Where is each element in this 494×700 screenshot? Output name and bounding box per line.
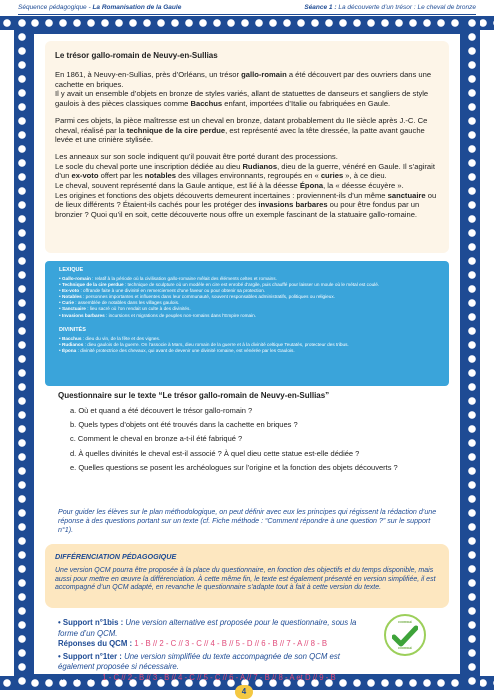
header-right-title: La découverte d’un trésor : Le cheval de bronze: [338, 4, 476, 11]
lexique-box: [45, 261, 449, 386]
lexique-title: LEXIQUE: [59, 267, 84, 273]
lexique-term: • Invasions barbares: [59, 312, 105, 318]
support-1bis-desc: Une version alternative est proposée pour le questionnaire, sous la forme d’un QCM.: [58, 618, 357, 638]
badge-bottom-text: CORRIGÉ: [397, 646, 412, 650]
header-left-prefix: Séquence pédagogique -: [18, 4, 93, 11]
lexique-definition: : personnes importantes et influentes dans leur communauté, souvent responsables administratifs, politiques ou religieux.: [81, 294, 336, 300]
supports-section: [58, 618, 358, 685]
divinites-title: DIVINITÉS: [59, 326, 86, 333]
text-box: [45, 41, 449, 253]
differenciation-box: [45, 544, 449, 608]
lexique-term: • Technique de la cire perdue: [59, 282, 124, 288]
questionnaire-title: Questionnaire sur le texte “Le trésor gallo-romain de Neuvy-en-Sullias”: [58, 391, 330, 400]
lexique-item: [59, 313, 441, 319]
checkmark-icon: [392, 625, 418, 647]
badge-top-text: CORRIGÉ: [397, 620, 412, 624]
differenciation-text: Une version QCM pourra être proposée à la place du questionnaire, en fonction des objectifs et du temps disponible, mais aussi pour mettre en œuvre la différenciation. À cette même fin, le texte est également présenté en version simplifiée, il est accompagné d’un QCM adapté, en revanche le questionnaire s’adapte tout à fait à cette version du texte.: [55, 567, 436, 592]
support-1bis-answers: 1 - B // 2 - C // 3 - C // 4 - B // 5 - D // 6 - B // 7 - A // 8 - B: [134, 639, 328, 648]
support-1bis-answers-label: Réponses du QCM :: [58, 639, 135, 648]
question-b: b. Quels types d’objets ont été trouvés dans la cachette en briques ?: [70, 420, 298, 430]
divinite-item: [59, 348, 441, 354]
header-right: [304, 4, 476, 11]
lexique-term: • Ex-voto: [59, 288, 80, 294]
support-1ter-label: • Support n°1ter :: [58, 651, 125, 661]
text-paragraph-2: Parmi ces objets, la pièce maîtresse est un cheval en bronze, datant probablement du IIe siècle après J.-C. Ce cheval, réalisé par la technique de la cire perdue, est représenté avec la tête dressée, la patte avant gauche levée et une crinière stylisée.: [55, 115, 428, 145]
question-e: e. Quelles questions se posent les archéologues sur l’origine et la fonction des objets découverts ?: [70, 462, 398, 472]
question-a: a. Où et quand a été découvert le trésor gallo-romain ?: [70, 406, 253, 415]
support-1ter-answers-label: Réponses :: [58, 672, 103, 682]
lexique-definition: : lieu sacré où l’on rendait un culte à des divinités.: [85, 306, 191, 312]
lexique-definition: : relatif à la période où la civilisation gallo-romaine mêlait des éléments celtes et romains.: [90, 276, 277, 281]
header-left: [18, 4, 181, 11]
divinite-definition: : divinité protectrice des chevaux, qui avant de devenir une divinité romaine, est vénérée par les Gaulois.: [76, 347, 295, 353]
lexique-definition: : technique de sculpture où un modèle en cire est enrobé d’argile, puis chauffé pour laisser un moule où le métal est coulé.: [123, 282, 380, 288]
lexique-term: • Gallo-romain: [59, 276, 91, 281]
divinites-list: [59, 336, 441, 354]
divinite-term: • Bacchus: [59, 335, 82, 341]
lexique-term: • Sanctuaire: [59, 306, 86, 312]
text-paragraph-1: En 1861, à Neuvy-en-Sullias, près d’Orléans, un trésor gallo-romain a été découvert par des ouvriers dans une cachette en briques. Il y avait un ensemble d’objets en bronze de styles variés, allant de statuettes de danseurs et sangliers de style gaulois à des pièces classiques comme Bacchus enfant, importées d’Italie ou fabriquées en Gaule.: [55, 70, 432, 109]
lexique-definition: : offrande faite à une divinité en remerciement d’une faveur ou pour obtenir sa protection.: [79, 288, 266, 294]
header-divider: [18, 14, 476, 15]
lexique-definition: : assemblée de notables dans les villages gaulois.: [73, 300, 180, 306]
question-d: d. À quelles divinités le cheval est-il associé ? À quel dieu cette statue est-elle dédiée ?: [70, 448, 360, 458]
header-left-title: La Romanisation de la Gaule: [92, 4, 182, 11]
support-1bis-label: • Support n°1bis :: [58, 618, 126, 627]
support-1ter: [58, 652, 358, 684]
lexique-definition: : incursions et migrations de peuples non-romains dans l’Empire romain.: [104, 312, 257, 318]
corrige-badge: [384, 614, 426, 656]
divinite-term: • Rudianos: [59, 341, 84, 347]
question-list: [70, 406, 398, 477]
method-guide-note: Pour guider les élèves sur le plan méthodologique, on peut définir avec eux les principes qui régissent la rédaction d’une réponse à des questions portant sur un texte (cf. Fiche méthode : “Comment répondre à une question ?” sur le support n°1).: [58, 508, 437, 534]
text-title: Le trésor gallo-romain de Neuvy-en-Sullias: [55, 51, 218, 60]
support-1bis: [58, 618, 358, 650]
lexique-list: [59, 276, 441, 319]
question-c: c. Comment le cheval en bronze a-t-il été fabriqué ?: [70, 434, 243, 444]
lexique-term: • Curie: [59, 300, 74, 306]
text-paragraph-3: Les anneaux sur son socle indiquent qu’il pouvait être porté durant des processions. Le socle du cheval porte une inscription dédiée au dieu Rudianos, dieu de la guerre, vénéré en Gaule. Il s’agirait d’un ex-voto offert par les notables des villages environnants, regroupés en « curies », à ce dieu. Le cheval, souvent représenté dans la Gaule antique, est lié à la déesse Épona, la « déesse écuyère ». Les origines et fonctions des objets découverts demeurent incertaines : proviennent-ils d’un même sanctuaire ou de lieux différents ? Étaient-ils cachés pour les protéger des invasions barbares ou pour être fondus par un bronzier ? Quoi qu’il en soit, cette découverte nous offre un exemple fascinant de la statuaire gallo-romaine.: [55, 151, 437, 220]
support-1ter-desc: Une version simplifiée du texte accompagnée de son QCM est également proposée si nécessaire.: [58, 651, 340, 671]
header-right-prefix: Séance 1 :: [304, 4, 339, 11]
divinite-definition: : dieu gaulois de la guerre. On l’associe à Mars, dieu romain de la guerre et à la divinité celtique Teutatès, protecteur des tribus.: [83, 341, 349, 347]
divinite-term: • Épona: [59, 347, 77, 353]
differenciation-title: DIFFÉRENCIATION PÉDAGOGIQUE: [55, 552, 177, 561]
lexique-term: • Notables: [59, 294, 82, 300]
page-number: 4: [235, 685, 253, 699]
stamp-border-right: [464, 16, 480, 690]
divinite-definition: : dieu du vin, de la fête et des vignes.: [81, 335, 161, 341]
support-1ter-answers: 1 - C // 2 - B // 3 - B // 4 - C // 5 - C // 6 - A // 7 - B // 8 - A et D // 9 - B: [102, 672, 336, 682]
